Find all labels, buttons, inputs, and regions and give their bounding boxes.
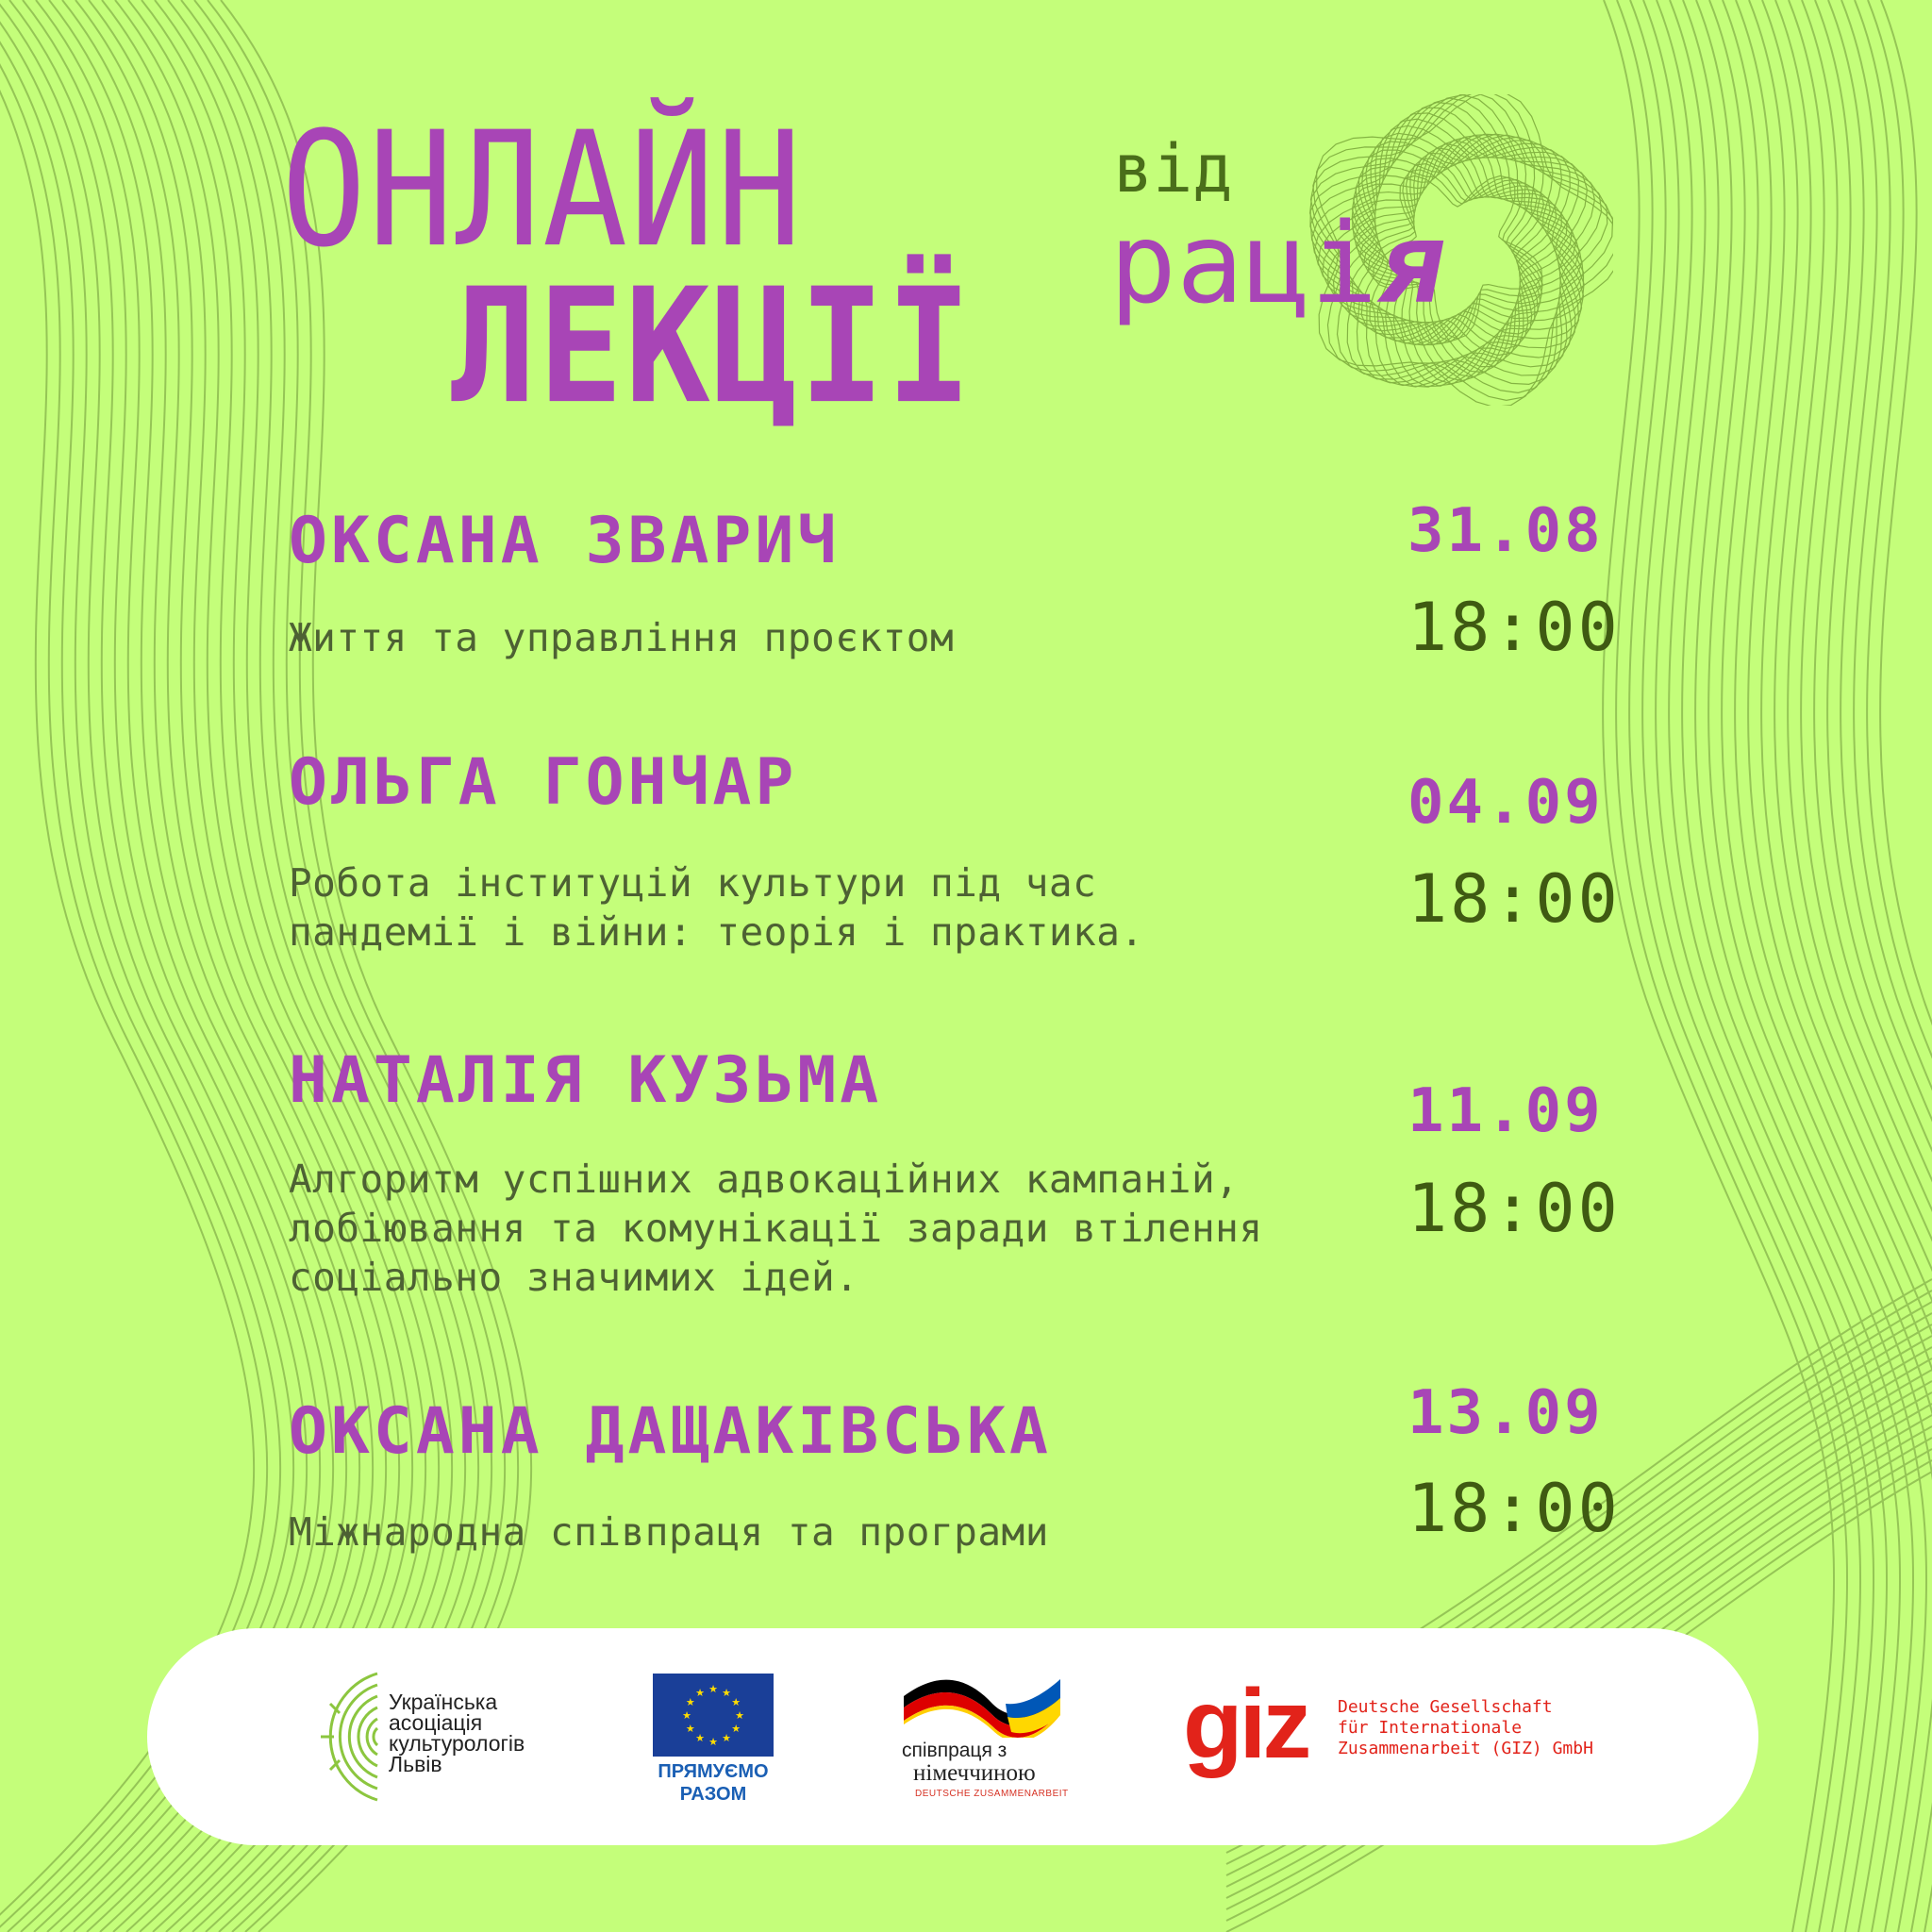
lecture-date: 13.09 bbox=[1407, 1378, 1604, 1448]
speaker-name: НАТАЛІЯ КУЗЬМА bbox=[289, 1043, 883, 1118]
lecture-time: 18:00 bbox=[1407, 1470, 1621, 1547]
germany-caption-line1: співпраця з bbox=[902, 1740, 1008, 1761]
brand-name-main: раці bbox=[1109, 198, 1378, 328]
lecture-topic: Міжнародна співпраця та програми bbox=[289, 1509, 1049, 1555]
svg-text:★: ★ bbox=[695, 1686, 705, 1699]
speaker-name: ОКСАНА ДАЩАКІВСЬКА bbox=[289, 1394, 1052, 1469]
svg-text:★: ★ bbox=[722, 1686, 731, 1699]
svg-text:★: ★ bbox=[682, 1709, 691, 1722]
lecture-item bbox=[289, 1378, 1621, 1557]
svg-text:★: ★ bbox=[695, 1732, 705, 1745]
giz-logo: giz bbox=[1183, 1670, 1308, 1779]
svg-text:★: ★ bbox=[722, 1732, 731, 1745]
speaker-name: ОЛЬГА ГОНЧАР bbox=[289, 745, 798, 820]
lecture-time: 18:00 bbox=[1407, 589, 1621, 666]
lecture-time: 18:00 bbox=[1407, 860, 1621, 938]
lecture-date: 04.09 bbox=[1407, 768, 1604, 838]
labyrinth-logo-icon bbox=[302, 1666, 381, 1807]
lecture-item bbox=[289, 496, 1621, 666]
title-lectures: ЛЕКЦІЇ bbox=[451, 255, 974, 440]
eu-caption: ПРЯМУЄМО РАЗОМ bbox=[658, 1761, 769, 1805]
lecture-item bbox=[289, 1043, 1621, 1302]
svg-text:★: ★ bbox=[685, 1696, 695, 1708]
svg-text:★: ★ bbox=[708, 1683, 718, 1695]
svg-text:★: ★ bbox=[708, 1736, 718, 1748]
de-ua-flag-ribbon-icon bbox=[902, 1670, 1062, 1738]
germany-caption-line3: DEUTSCHE ZUSAMMENARBEIT bbox=[915, 1789, 1069, 1799]
brand-name-accent: я bbox=[1377, 198, 1445, 328]
lecture-date: 11.09 bbox=[1407, 1076, 1604, 1146]
germany-caption-line2: німеччиною bbox=[913, 1760, 1036, 1786]
lecture-topic: Життя та управління проєктом bbox=[289, 615, 955, 660]
lecture-item bbox=[289, 745, 1621, 957]
lecture-time: 18:00 bbox=[1407, 1170, 1621, 1247]
lecture-topic: Робота інституцій культури під час пандемії і війни: теорія і практика. bbox=[289, 860, 1144, 955]
lecture-topic: Алгоритм успішних адвокаційних кампаній, лобіювання та комунікації заради втілення соціально значимих ідей. bbox=[289, 1157, 1263, 1300]
svg-text:★: ★ bbox=[731, 1696, 741, 1708]
brand-name bbox=[1109, 198, 1445, 328]
eu-flag-icon bbox=[653, 1674, 774, 1757]
svg-text:★: ★ bbox=[685, 1723, 695, 1735]
speaker-name: ОКСАНА ЗВАРИЧ bbox=[289, 504, 841, 578]
uacc-name: Українська асоціація культурологів Львів bbox=[389, 1690, 525, 1776]
giz-full-name: Deutsche Gesellschaft für Internationale Zusammenarbeit (GIZ) GmbH bbox=[1338, 1697, 1593, 1758]
brand-from: від bbox=[1113, 130, 1233, 208]
svg-text:★: ★ bbox=[731, 1723, 741, 1735]
partners-bar bbox=[147, 1628, 1758, 1845]
lecture-date: 31.08 bbox=[1407, 496, 1604, 566]
svg-text:★: ★ bbox=[735, 1709, 744, 1722]
title-online: ОНЛАЙН bbox=[281, 98, 804, 283]
